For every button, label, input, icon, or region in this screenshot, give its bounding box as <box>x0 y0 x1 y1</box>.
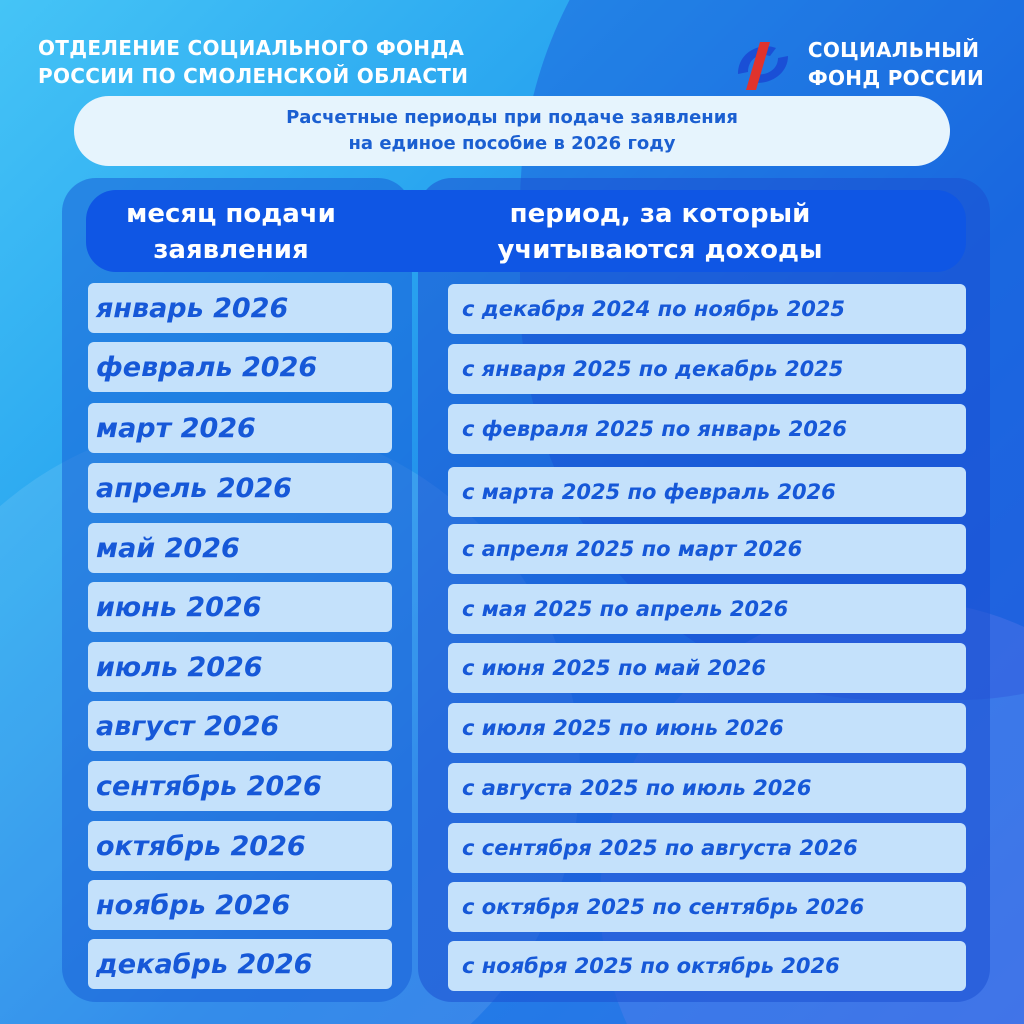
month-cell: июль 2026 <box>88 642 392 692</box>
month-cell: ноябрь 2026 <box>88 880 392 930</box>
period-cell: с марта 2025 по февраль 2026 <box>448 467 966 517</box>
month-cell: апрель 2026 <box>88 463 392 513</box>
period-cell: с февраля 2025 по январь 2026 <box>448 404 966 454</box>
month-cell: февраль 2026 <box>88 342 392 392</box>
period-cell: с апреля 2025 по март 2026 <box>448 524 966 574</box>
organization-title <box>38 34 538 90</box>
period-cell: с декабря 2024 по ноябрь 2025 <box>448 284 966 334</box>
organization-title-line: ОТДЕЛЕНИЕ СОЦИАЛЬНОГО ФОНДА <box>38 36 465 60</box>
period-cell: с июля 2025 по июнь 2026 <box>448 703 966 753</box>
brand-name-line: ФОНД РОССИИ <box>807 66 984 90</box>
period-cell: с октября 2025 по сентябрь 2026 <box>448 882 966 932</box>
subtitle-line: Расчетные периоды при подаче заявления <box>286 107 738 128</box>
month-cell: август 2026 <box>88 701 392 751</box>
period-cell: с января 2025 по декабрь 2025 <box>448 344 966 394</box>
brand-name <box>808 36 984 92</box>
month-cell: январь 2026 <box>88 283 392 333</box>
month-cell: сентябрь 2026 <box>88 761 392 811</box>
month-cell: октябрь 2026 <box>88 821 392 871</box>
column-header-line: месяц подачи <box>126 199 336 229</box>
period-cell: с мая 2025 по апрель 2026 <box>448 584 966 634</box>
period-cell: с сентября 2025 по августа 2026 <box>448 823 966 873</box>
month-cell: март 2026 <box>88 403 392 453</box>
period-cell: с ноября 2025 по октябрь 2026 <box>448 941 966 991</box>
sfr-logo-icon <box>730 34 796 94</box>
brand-block <box>730 34 984 94</box>
month-cell: декабрь 2026 <box>88 939 392 989</box>
month-cell: июнь 2026 <box>88 582 392 632</box>
brand-name-line: СОЦИАЛЬНЫЙ <box>807 38 980 62</box>
page-subtitle <box>74 96 950 166</box>
month-column-header <box>86 196 376 268</box>
column-header-line: период, за который <box>509 199 811 229</box>
column-header-line: учитываются доходы <box>497 235 823 265</box>
subtitle-line: на единое пособие в 2026 году <box>348 133 676 154</box>
period-column-header <box>430 196 890 268</box>
organization-title-line: РОССИИ ПО СМОЛЕНСКОЙ ОБЛАСТИ <box>38 64 469 88</box>
month-cell: май 2026 <box>88 523 392 573</box>
column-header-line: заявления <box>153 235 309 265</box>
period-cell: с августа 2025 по июль 2026 <box>448 763 966 813</box>
period-cell: с июня 2025 по май 2026 <box>448 643 966 693</box>
